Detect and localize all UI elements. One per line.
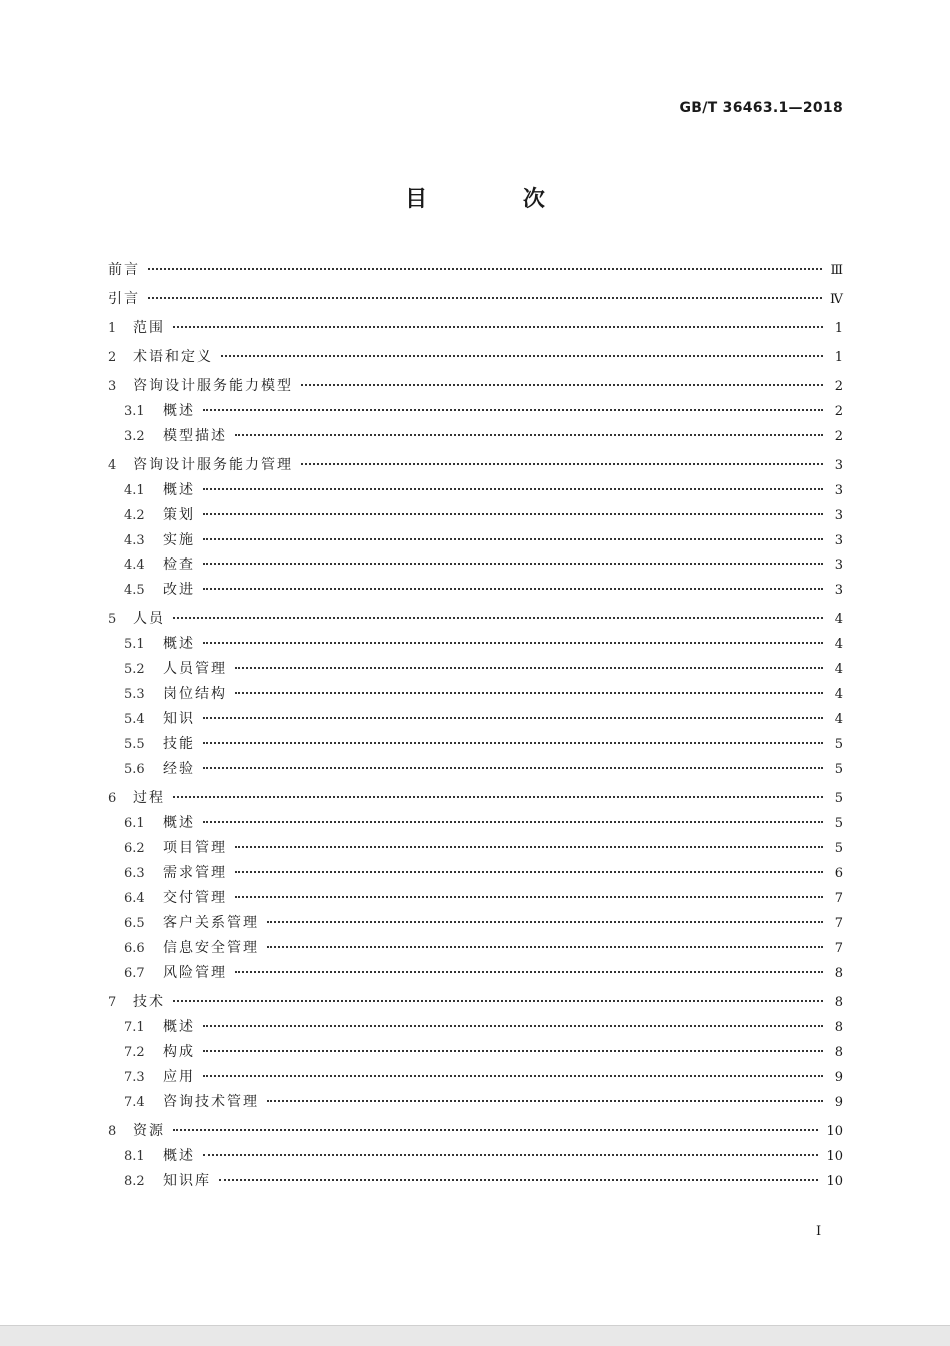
toc-entry-number: 4.1 xyxy=(124,483,145,498)
toc-entry-page: 7 xyxy=(834,891,843,906)
toc-entry[interactable] xyxy=(108,1144,843,1169)
toc-entry-number: 3.2 xyxy=(124,429,145,444)
scan-border xyxy=(0,1325,950,1346)
toc-entry-label: 交付管理 xyxy=(163,890,227,906)
toc-entry-label: 应用 xyxy=(163,1069,195,1085)
toc-entry-number: 7.4 xyxy=(124,1095,145,1110)
toc-entry-number: 8.2 xyxy=(124,1174,145,1189)
page-number: Ⅰ xyxy=(816,1224,822,1239)
toc-entry-label: 概述 xyxy=(163,636,195,652)
toc-entry[interactable] xyxy=(108,911,843,936)
toc-entry-page: 4 xyxy=(834,712,843,727)
toc-entry[interactable] xyxy=(108,990,843,1015)
toc-entry-number: 7 xyxy=(108,995,117,1010)
toc-leader-dots xyxy=(301,463,823,465)
toc-leader-dots xyxy=(235,971,823,973)
toc-entry-label: 资源 xyxy=(133,1123,165,1139)
toc-entry-number: 6.2 xyxy=(124,841,145,856)
toc-entry-label: 知识库 xyxy=(163,1173,211,1189)
toc-entry[interactable] xyxy=(108,861,843,886)
toc-entry-page: 10 xyxy=(826,1149,843,1164)
toc-entry-label: 引言 xyxy=(108,291,140,307)
toc-entry-label: 经验 xyxy=(163,761,195,777)
toc-entry-number: 1 xyxy=(108,321,117,336)
toc-entry[interactable] xyxy=(108,732,843,757)
toc-entry-number: 6.7 xyxy=(124,966,145,981)
toc-leader-dots xyxy=(235,667,823,669)
toc-entry-number: 6.6 xyxy=(124,941,145,956)
toc-entry-label: 策划 xyxy=(163,507,195,523)
toc-entry-number: 4.2 xyxy=(124,508,145,523)
toc-entry-number: 4.5 xyxy=(124,583,145,598)
toc-entry-label: 术语和定义 xyxy=(133,349,213,365)
standard-number: GB/T 36463.1—2018 xyxy=(679,100,843,116)
toc-entry-number: 7.2 xyxy=(124,1045,145,1060)
toc-entry-number: 2 xyxy=(108,350,117,365)
toc-entry-page: 8 xyxy=(834,966,843,981)
toc-entry[interactable] xyxy=(108,424,843,449)
toc-leader-dots xyxy=(203,717,823,719)
toc-leader-dots xyxy=(148,268,822,270)
toc-leader-dots xyxy=(173,1000,823,1002)
toc-entry[interactable] xyxy=(108,528,843,553)
toc-entry[interactable] xyxy=(108,453,843,478)
toc-leader-dots xyxy=(148,297,822,299)
toc-entry-label: 过程 xyxy=(133,790,165,806)
toc-entry-page: 2 xyxy=(834,404,843,419)
toc-entry[interactable] xyxy=(108,287,843,312)
toc-leader-dots xyxy=(173,1129,818,1131)
toc-entry-page: 3 xyxy=(834,583,843,598)
toc-entry-page: 1 xyxy=(834,350,843,365)
toc-leader-dots xyxy=(173,796,823,798)
toc-leader-dots xyxy=(203,488,823,490)
toc-entry[interactable] xyxy=(108,786,843,811)
toc-entry[interactable] xyxy=(108,503,843,528)
toc-entry-number: 6.5 xyxy=(124,916,145,931)
toc-entry[interactable] xyxy=(108,936,843,961)
toc-entry-number: 6.4 xyxy=(124,891,145,906)
toc-entry-number: 5.2 xyxy=(124,662,145,677)
toc-entry-label: 前言 xyxy=(108,262,140,278)
toc-entry[interactable] xyxy=(108,399,843,424)
toc-entry-page: 4 xyxy=(834,637,843,652)
toc-leader-dots xyxy=(301,384,823,386)
toc-entry-page: 3 xyxy=(834,483,843,498)
toc-entry-label: 概述 xyxy=(163,1148,195,1164)
toc-leader-dots xyxy=(203,1050,823,1052)
toc-entry[interactable] xyxy=(108,553,843,578)
toc-entry[interactable] xyxy=(108,682,843,707)
toc-entry-number: 4.4 xyxy=(124,558,145,573)
toc-entry-page: 4 xyxy=(834,687,843,702)
toc-leader-dots xyxy=(203,409,823,411)
toc-entry[interactable] xyxy=(108,345,843,370)
toc-entry-number: 6.3 xyxy=(124,866,145,881)
toc-entry-label: 咨询设计服务能力模型 xyxy=(133,378,293,394)
toc-entry-number: 8.1 xyxy=(124,1149,145,1164)
toc-leader-dots xyxy=(203,742,823,744)
toc-entry-label: 技能 xyxy=(163,736,195,752)
toc-entry-page: Ⅳ xyxy=(830,292,843,307)
toc-entry-label: 概述 xyxy=(163,403,195,419)
table-of-contents xyxy=(108,258,843,1194)
toc-leader-dots xyxy=(221,355,823,357)
toc-entry-page: 5 xyxy=(834,791,843,806)
toc-entry-number: 5 xyxy=(108,612,117,627)
toc-entry[interactable] xyxy=(108,258,843,283)
toc-entry[interactable] xyxy=(108,886,843,911)
toc-leader-dots xyxy=(173,326,823,328)
toc-entry-page: 6 xyxy=(834,866,843,881)
toc-entry-page: 3 xyxy=(834,508,843,523)
toc-entry-page: 10 xyxy=(826,1174,843,1189)
toc-leader-dots xyxy=(203,821,823,823)
toc-entry[interactable] xyxy=(108,707,843,732)
toc-entry-page: 10 xyxy=(826,1124,843,1139)
toc-entry-page: 7 xyxy=(834,916,843,931)
toc-entry[interactable] xyxy=(108,961,843,986)
toc-entry-page: 4 xyxy=(834,612,843,627)
toc-entry-label: 项目管理 xyxy=(163,840,227,856)
toc-entry-number: 5.3 xyxy=(124,687,145,702)
toc-leader-dots xyxy=(203,642,823,644)
toc-entry-label: 概述 xyxy=(163,1019,195,1035)
toc-entry-label: 概述 xyxy=(163,815,195,831)
toc-entry-page: 4 xyxy=(834,662,843,677)
toc-leader-dots xyxy=(267,946,823,948)
toc-leader-dots xyxy=(235,846,823,848)
toc-entry-number: 4 xyxy=(108,458,117,473)
toc-entry[interactable] xyxy=(108,607,843,632)
toc-entry-page: Ⅲ xyxy=(830,263,843,278)
toc-leader-dots xyxy=(203,588,823,590)
toc-leader-dots xyxy=(203,513,823,515)
toc-leader-dots xyxy=(267,921,823,923)
toc-leader-dots xyxy=(203,767,823,769)
toc-leader-dots xyxy=(267,1100,823,1102)
toc-entry-page: 2 xyxy=(834,429,843,444)
toc-entry-label: 咨询设计服务能力管理 xyxy=(133,457,293,473)
toc-entry-page: 5 xyxy=(834,737,843,752)
toc-entry-page: 8 xyxy=(834,995,843,1010)
toc-entry-page: 8 xyxy=(834,1020,843,1035)
toc-entry-number: 3.1 xyxy=(124,404,145,419)
toc-leader-dots xyxy=(235,896,823,898)
toc-entry-number: 3 xyxy=(108,379,117,394)
toc-entry[interactable] xyxy=(108,1040,843,1065)
toc-leader-dots xyxy=(219,1179,818,1181)
toc-entry-label: 人员管理 xyxy=(163,661,227,677)
toc-leader-dots xyxy=(173,617,823,619)
toc-entry-page: 2 xyxy=(834,379,843,394)
toc-entry[interactable] xyxy=(108,757,843,782)
toc-entry-number: 7.3 xyxy=(124,1070,145,1085)
toc-entry-page: 5 xyxy=(834,841,843,856)
toc-entry-page: 5 xyxy=(834,762,843,777)
toc-leader-dots xyxy=(235,871,823,873)
toc-entry-label: 风险管理 xyxy=(163,965,227,981)
toc-entry-label: 范围 xyxy=(133,320,165,336)
toc-entry-page: 9 xyxy=(834,1095,843,1110)
toc-entry[interactable] xyxy=(108,578,843,603)
toc-entry-number: 5.6 xyxy=(124,762,145,777)
toc-entry-label: 知识 xyxy=(163,711,195,727)
toc-entry-number: 7.1 xyxy=(124,1020,145,1035)
toc-entry[interactable] xyxy=(108,316,843,341)
toc-entry-label: 实施 xyxy=(163,532,195,548)
toc-leader-dots xyxy=(203,538,823,540)
toc-entry-page: 3 xyxy=(834,558,843,573)
toc-entry[interactable] xyxy=(108,374,843,399)
toc-leader-dots xyxy=(235,434,823,436)
toc-entry[interactable] xyxy=(108,1015,843,1040)
toc-entry-number: 4.3 xyxy=(124,533,145,548)
toc-entry-page: 5 xyxy=(834,816,843,831)
toc-leader-dots xyxy=(203,1154,818,1156)
toc-entry-number: 8 xyxy=(108,1124,117,1139)
toc-entry[interactable] xyxy=(108,632,843,657)
toc-entry-label: 客户关系管理 xyxy=(163,915,259,931)
toc-entry-label: 检查 xyxy=(163,557,195,573)
toc-entry-page: 9 xyxy=(834,1070,843,1085)
toc-entry-label: 技术 xyxy=(133,994,165,1010)
toc-entry[interactable] xyxy=(108,1065,843,1090)
toc-entry-label: 咨询技术管理 xyxy=(163,1094,259,1110)
page-title: 目 次 xyxy=(405,187,589,212)
toc-entry-number: 5.1 xyxy=(124,637,145,652)
toc-entry-label: 构成 xyxy=(163,1044,195,1060)
toc-entry-page: 7 xyxy=(834,941,843,956)
toc-leader-dots xyxy=(235,692,823,694)
toc-entry[interactable] xyxy=(108,811,843,836)
toc-entry[interactable] xyxy=(108,1119,843,1144)
toc-entry-label: 模型描述 xyxy=(163,428,227,444)
toc-entry-number: 6.1 xyxy=(124,816,145,831)
toc-entry[interactable] xyxy=(108,1090,843,1115)
toc-entry-page: 3 xyxy=(834,533,843,548)
toc-leader-dots xyxy=(203,563,823,565)
toc-entry[interactable] xyxy=(108,478,843,503)
toc-entry-label: 需求管理 xyxy=(163,865,227,881)
toc-entry-number: 6 xyxy=(108,791,117,806)
toc-entry-label: 信息安全管理 xyxy=(163,940,259,956)
toc-entry[interactable] xyxy=(108,657,843,682)
toc-entry-page: 8 xyxy=(834,1045,843,1060)
toc-leader-dots xyxy=(203,1075,823,1077)
toc-entry-label: 岗位结构 xyxy=(163,686,227,702)
toc-entry[interactable] xyxy=(108,836,843,861)
toc-entry-label: 改进 xyxy=(163,582,195,598)
toc-entry-number: 5.5 xyxy=(124,737,145,752)
toc-entry-label: 概述 xyxy=(163,482,195,498)
toc-entry[interactable] xyxy=(108,1169,843,1194)
toc-entry-page: 3 xyxy=(834,458,843,473)
toc-entry-label: 人员 xyxy=(133,611,165,627)
toc-entry-page: 1 xyxy=(834,321,843,336)
toc-entry-number: 5.4 xyxy=(124,712,145,727)
toc-leader-dots xyxy=(203,1025,823,1027)
